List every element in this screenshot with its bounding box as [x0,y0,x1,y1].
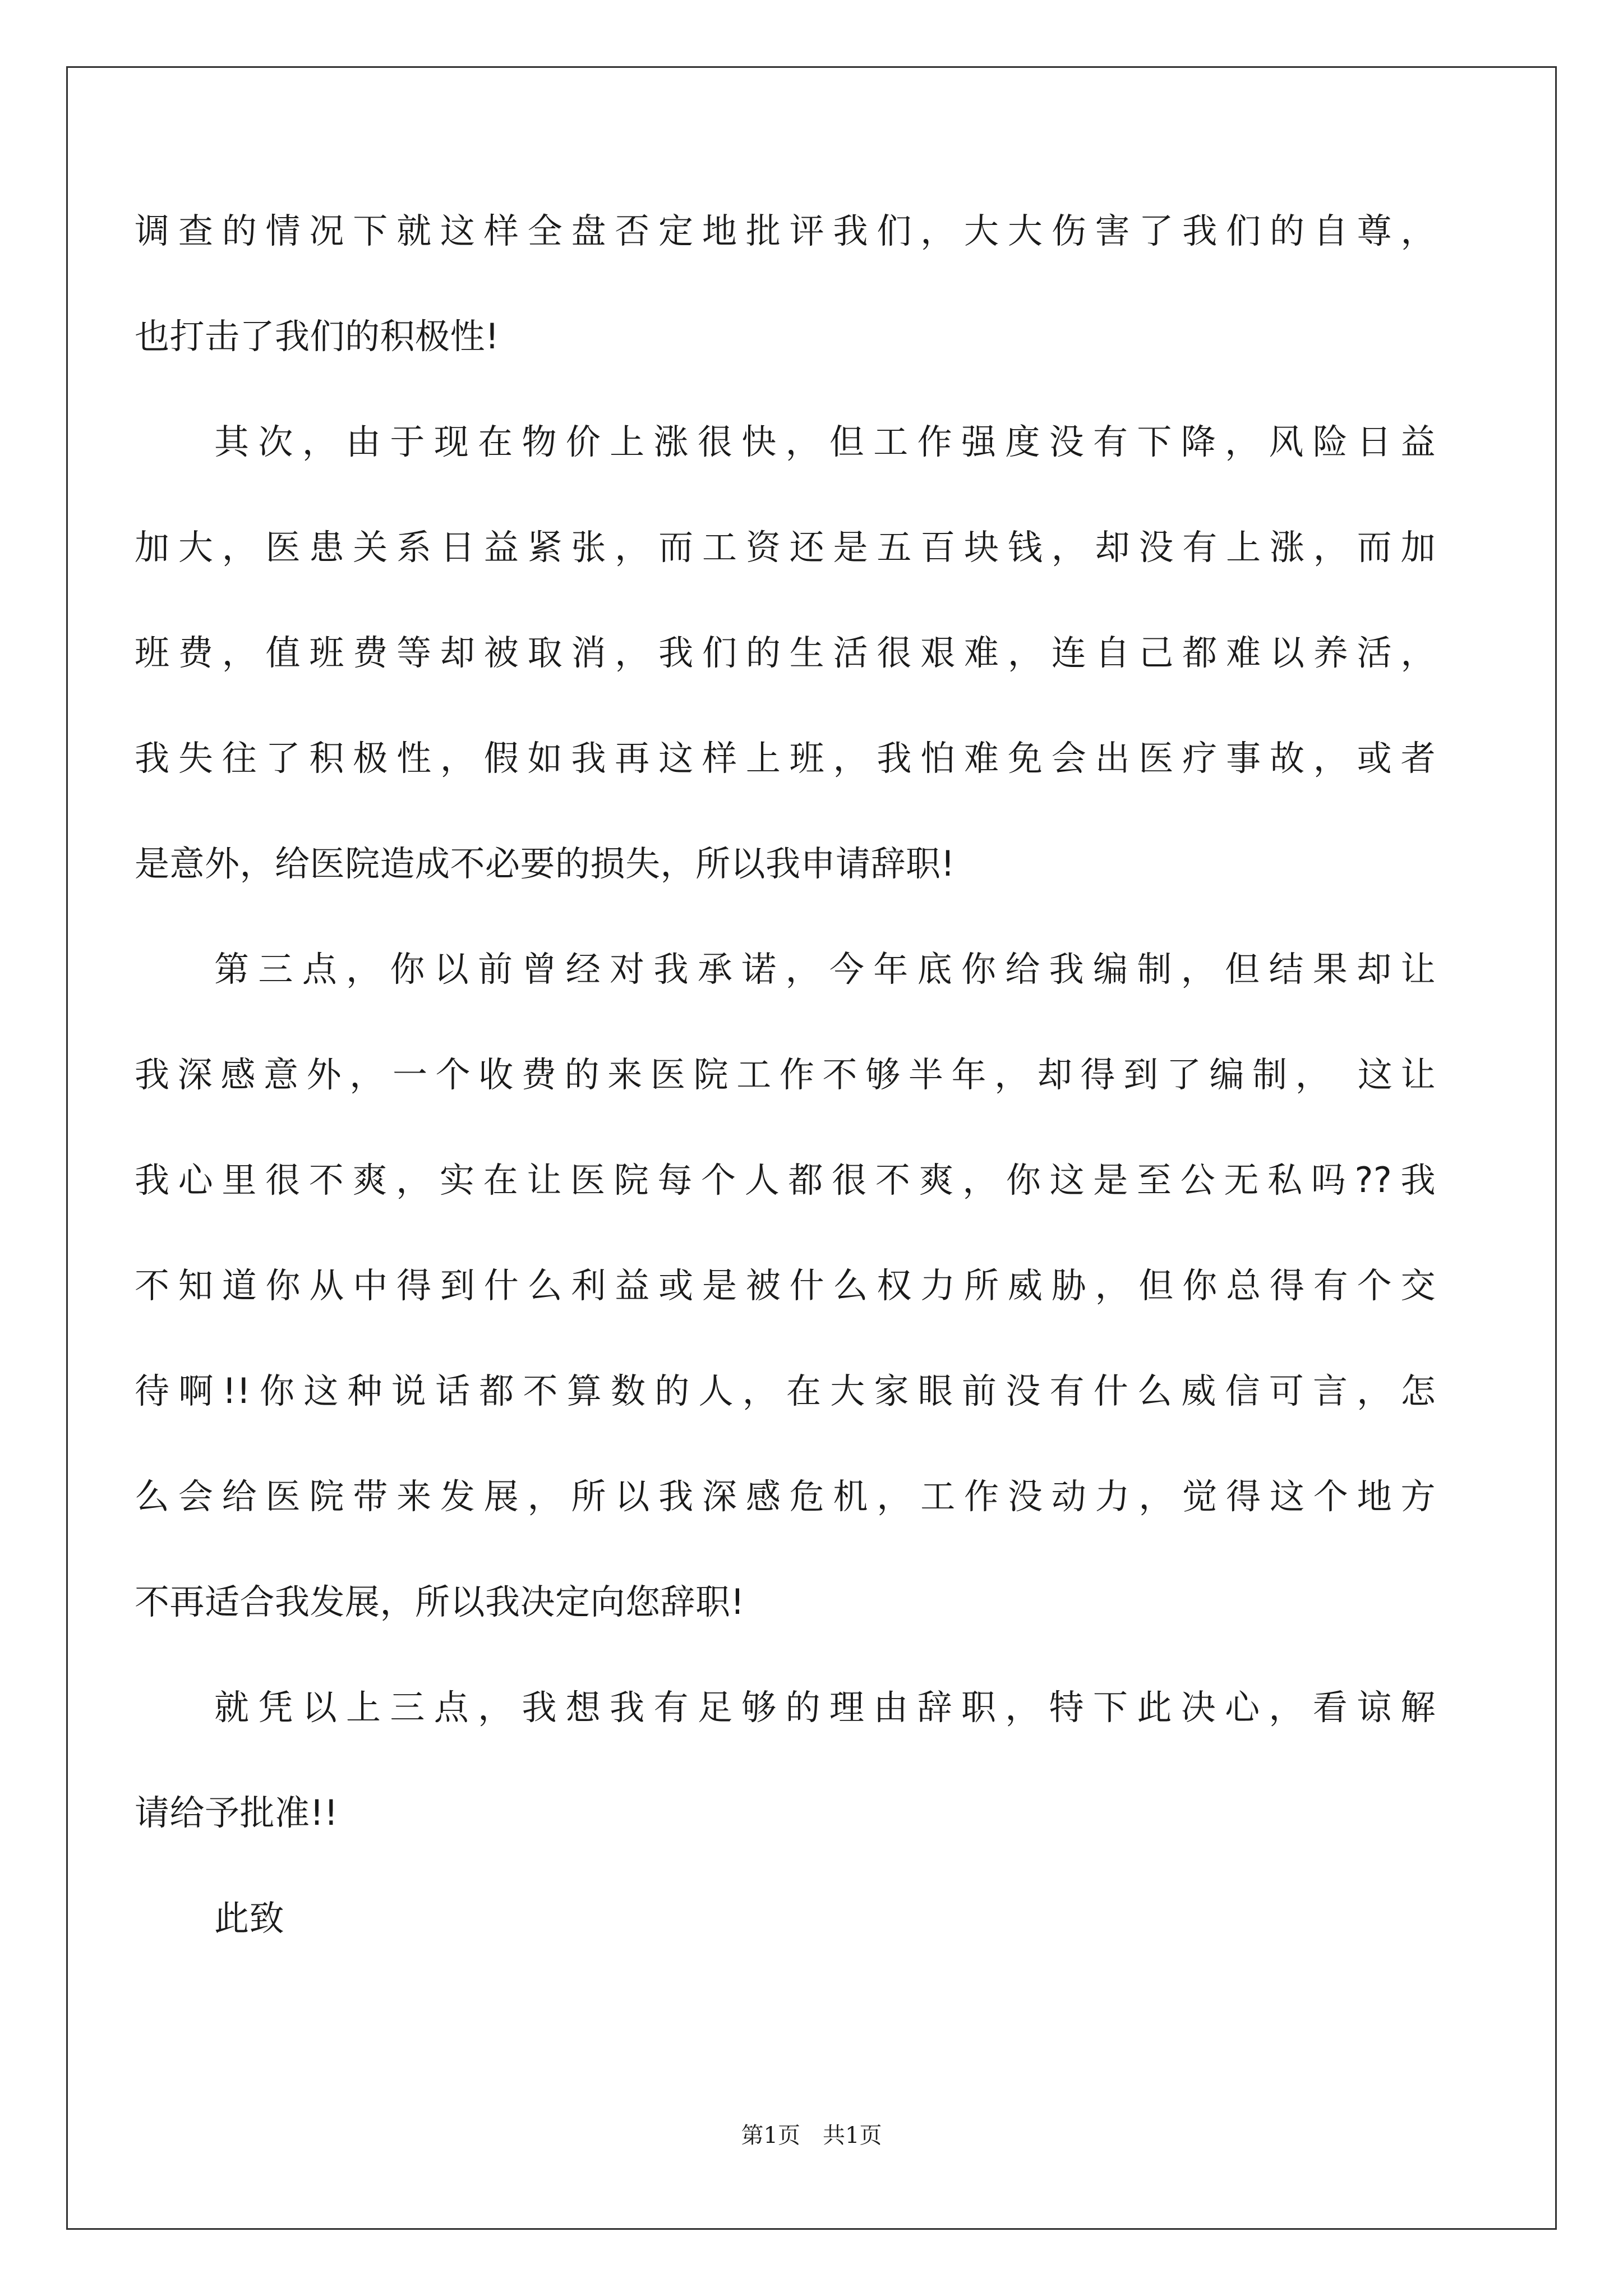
text-line: 加大，医患关系日益紧张，而工资还是五百块钱，却没有上涨，而加 [135,527,1436,568]
paragraph-start-line: 第三点，你以前曾经对我承诺，今年底你给我编制，但结果却让 [214,949,1436,990]
text-line: 我心里很不爽，实在让医院每个人都很不爽，你这是至公无私吗??我 [135,1159,1436,1200]
text-line: 待啊!!你这种说话都不算数的人，在大家眼前没有什么威信可言，怎 [135,1370,1436,1411]
text-line: 班费，值班费等却被取消，我们的生活很艰难，连自己都难以养活， [135,632,1436,673]
text-line: 不再适合我发展，所以我决定向您辞职! [135,1581,745,1622]
text-line: 我深感意外，一个收费的来医院工作不够半年，却得到了编制， 这让 [135,1054,1436,1095]
paragraph-start-line: 就凭以上三点，我想我有足够的理由辞职，特下此决心，看谅解 [214,1687,1436,1728]
text-line: 我失往了积极性，假如我再这样上班，我怕难免会出医疗事故，或者 [135,738,1436,779]
page-footer [0,2118,1623,2150]
text-line: 是意外，给医院造成不必要的损失，所以我申请辞职! [135,843,955,884]
text-line: 调查的情况下就这样全盘否定地批评我们，大大伤害了我们的自尊， [135,210,1436,251]
page-number: 第1页 [741,2123,800,2148]
paragraph-start-line: 其次，由于现在物价上涨很快，但工作强度没有下降，风险日益 [214,421,1436,462]
page-total: 共1页 [823,2123,882,2148]
letter-body [135,178,1436,1971]
closing-salutation: 此致 [214,1898,285,1939]
text-line: 不知道你从中得到什么利益或是被什么权力所威胁，但你总得有个交 [135,1265,1436,1306]
text-line: 么会给医院带来发展，所以我深感危机，工作没动力，觉得这个地方 [135,1476,1436,1517]
text-line: 也打击了我们的积极性! [135,316,500,357]
text-line: 请给予批准!! [135,1792,339,1833]
